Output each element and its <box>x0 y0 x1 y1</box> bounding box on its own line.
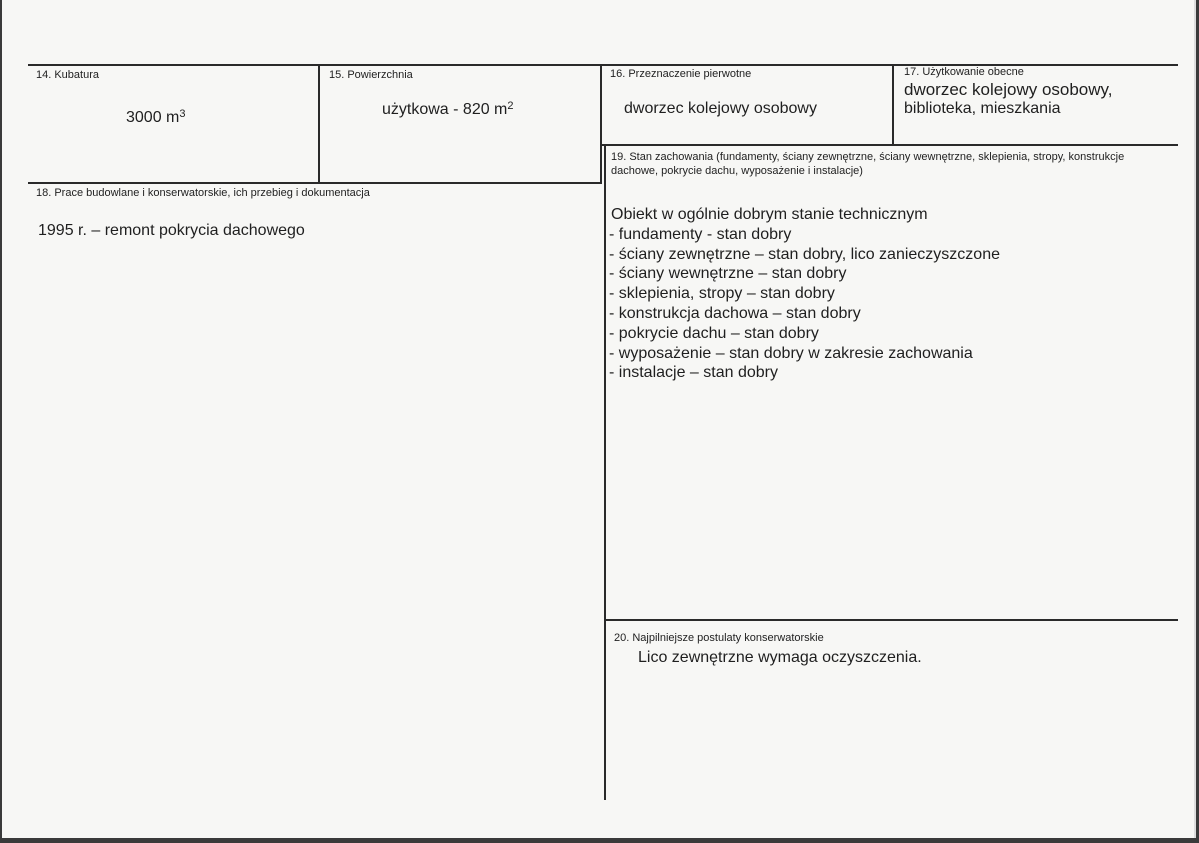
area-unit-exponent: 2 <box>507 100 514 112</box>
condition-item: - ściany wewnętrzne – stan dobry <box>609 265 847 283</box>
condition-item: - konstrukcja dachowa – stan dobry <box>609 304 861 322</box>
field-20-value: Lico zewnętrzne wymaga oczyszczenia. <box>638 649 922 666</box>
field-16-value: dworzec kolejowy osobowy <box>624 100 817 117</box>
condition-item: - pokrycie dachu – stan dobry <box>609 324 819 342</box>
divider-left-right <box>604 144 606 800</box>
condition-item: - wyposażenie – stan dobry w zakresie zachowania <box>609 344 973 362</box>
condition-item: - instalacje – stan dobry <box>609 364 778 382</box>
field-17-label: 17. Użytkowanie obecne <box>904 66 1024 78</box>
field-16-label: 16. Przeznaczenie pierwotne <box>610 68 752 80</box>
condition-item: - ściany zewnętrzne – stan dobry, lico zanieczyszczone <box>609 245 1000 263</box>
field-14-label: 14. Kubatura <box>36 69 99 81</box>
condition-item: - fundamenty - stan dobry <box>609 225 792 243</box>
cubature-unit-exponent: 3 <box>179 108 186 120</box>
record-card <box>2 0 1196 838</box>
rule-above-20 <box>604 619 1178 621</box>
field-19-label: 19. Stan zachowania (fundamenty, ściany zewnętrzne, ściany wewnętrzne, sklepienia, stropy, konstrukcje dachowe, pokrycie dachu, wyposażenie i instalacje) <box>611 151 1125 177</box>
rule-under-16-17 <box>600 144 1178 146</box>
condition-summary: Obiekt w ogólnie dobrym stanie technicznym <box>611 206 928 223</box>
field-15-value <box>382 100 514 119</box>
field-19-content <box>609 205 1000 383</box>
field-20-label: 20. Najpilniejsze postulaty konserwatorskie <box>614 632 824 644</box>
divider-16-17 <box>892 64 894 146</box>
divider-15-16 <box>600 64 602 184</box>
field-15-label: 15. Powierzchnia <box>329 69 413 81</box>
field-17-value-line1: dworzec kolejowy osobowy, <box>904 80 1113 99</box>
condition-item: - sklepienia, stropy – stan dobry <box>609 285 835 303</box>
field-17-value-line2: biblioteka, mieszkania <box>904 100 1061 117</box>
field-14-value <box>126 108 186 127</box>
area-value: użytkowa - 820 m <box>382 101 508 118</box>
field-18-value: 1995 r. – remont pokrycia dachowego <box>38 222 305 239</box>
field-18-label: 18. Prace budowlane i konserwatorskie, ich przebieg i dokumentacja <box>36 187 370 199</box>
rule-under-14-15 <box>28 182 602 184</box>
divider-14-15 <box>318 64 320 184</box>
cubature-value: 3000 m <box>126 109 180 126</box>
